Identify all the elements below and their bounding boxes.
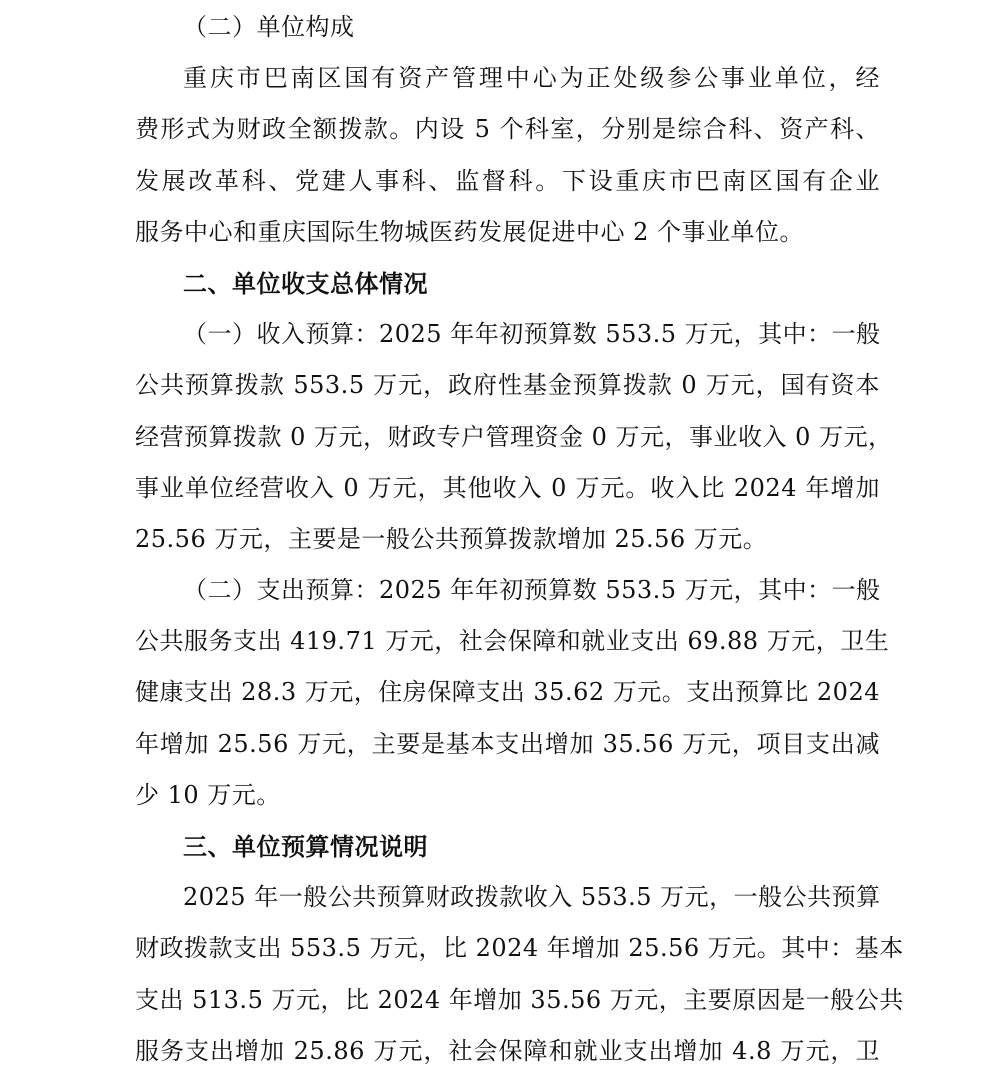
section-heading: 二、单位收支总体情况 [183,268,428,298]
paragraph-line: 事业单位经营收入 0 万元，其他收入 0 万元。收入比 2024 年增加 [135,473,880,502]
paragraph-line: 2025 年一般公共预算财政拨款收入 553.5 万元，一般公共预算 [183,883,881,912]
document-page [135,2,904,1077]
paragraph-line: 支出 513.5 万元，比 2024 年增加 35.56 万元，主要原因是一般公共 [135,985,904,1014]
paragraph-line: 少 10 万元。 [135,780,281,809]
income-text: 2025 年年初预算数 553.5 万元，其中：一般 [379,320,881,349]
paragraph-line: 服务支出增加 25.86 万元，社会保障和就业支出增加 4.8 万元，卫 [135,1036,880,1065]
expense-label: （二）支出预算： [183,576,379,605]
paragraph-line: 年增加 25.56 万元，主要是基本支出增加 35.56 万元，项目支出减 [135,729,880,758]
paragraph-line: 公共预算拨款 553.5 万元，政府性基金预算拨款 0 万元，国有资本 [135,371,880,400]
income-first-line [135,309,880,360]
paragraph-line: 重庆市巴南区国有资产管理中心为正处级参公事业单位，经 [183,64,880,93]
paragraph-line: 服务中心和重庆国际生物城医药发展促进中心 2 个事业单位。 [135,217,805,246]
paragraph-line: 发展改革科、党建人事科、监督科。下设重庆市巴南区国有企业 [135,166,880,195]
paragraph-line: 25.56 万元，主要是一般公共预算拨款增加 25.56 万元。 [135,524,768,553]
expense-text: 2025 年年初预算数 553.5 万元，其中：一般 [379,576,881,605]
paragraph-line: 财政拨款支出 553.5 万元，比 2024 年增加 25.56 万元。其中：基本 [135,934,904,963]
paragraph-line: 经营预算拨款 0 万元，财政专户管理资金 0 万元，事业收入 0 万元， [135,422,893,451]
expense-first-line [135,565,880,616]
income-label: （一）收入预算： [183,320,379,349]
paragraph-line: 公共服务支出 419.71 万元，社会保障和就业支出 69.88 万元，卫生 [135,627,890,656]
heading-unit-composition: （二）单位构成 [183,13,355,41]
paragraph-line: 健康支出 28.3 万元，住房保障支出 35.62 万元。支出预算比 2024 [135,678,880,707]
section-heading: 三、单位预算情况说明 [183,832,428,861]
paragraph-line: 费形式为财政全额拨款。内设 5 个科室，分别是综合科、资产科、 [135,115,880,144]
